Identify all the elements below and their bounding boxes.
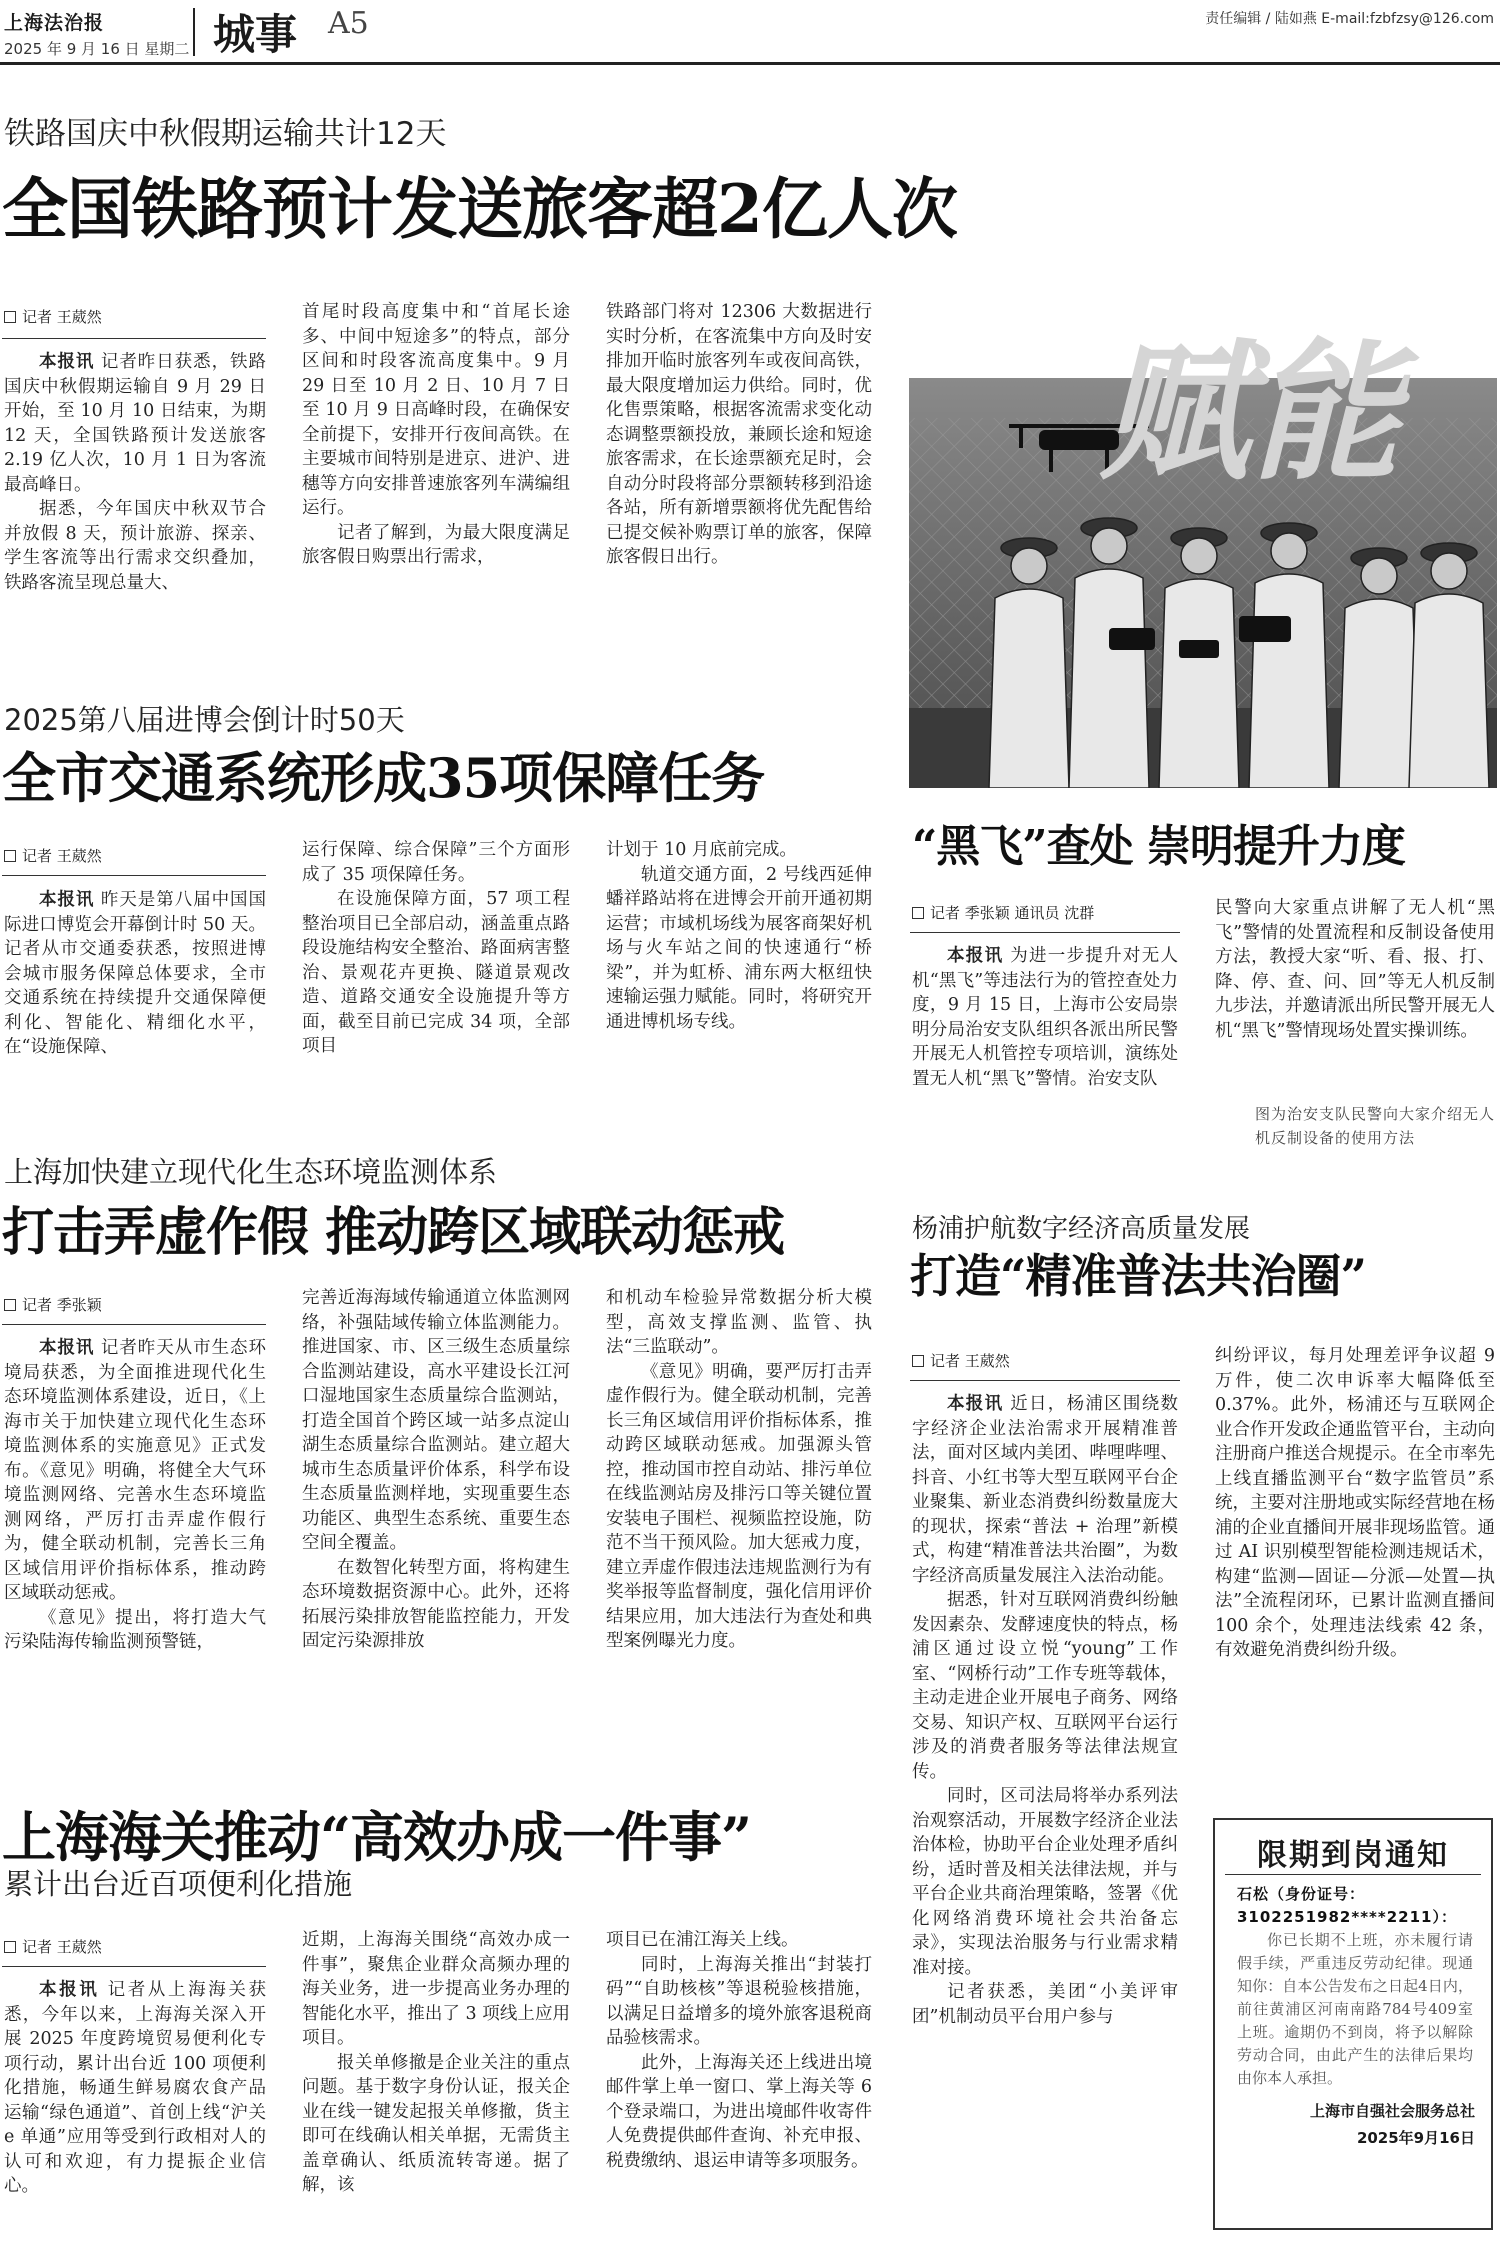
editor-credit: 责任编辑 / 陆如燕 E-mail:fzbfzsy@126.com <box>1205 11 1494 27</box>
calligraphy-title: 赋能 <box>1100 325 1401 501</box>
notice-text: 你已长期不上班，亦未履行请假手续，严重违反劳动纪律。现通知你：自本公告发布之日起4日内，前往黄浦区河南南路784号409室上班。逾期仍不到岗，将予以解除劳动合同，由此产生的法律后果均由你本人承担。 <box>1237 1931 1473 2087</box>
issue-date: 2025 年 9 月 16 日 星期二 <box>4 40 190 58</box>
story5-column-1: 本报讯 为进一步提升对无人机“黑飞”等违法行为的管控查处力度，9 月 15 日，上海市公安局崇明分局治安支队组织各派出所民警开展无人机管控专项培训，演练处置无人机“黑飞”警情。治安支队 <box>912 946 1178 1089</box>
photo-caption: 图为治安支队民警向大家介绍无人机反制设备的使用方法 <box>1255 1105 1495 1147</box>
story4-column-1: 本报讯 记者从上海海关获悉，今年以来，上海海关深入开展 2025 年度跨境贸易便利化专项行动，累计出台近 100 项便利化措施，畅通生鲜易腐农食产品运输“绿色通道”、首创上线“沪关 e 单通”应用等受到行政相对人的认可和欢迎，有力提振企业信心。 <box>4 1980 266 2196</box>
story3-kicker: 上海加快建立现代化生态环境监测体系 <box>4 1155 498 1189</box>
byline-square-icon <box>4 850 16 862</box>
notice-box <box>1213 1818 1493 2230</box>
story2-column-1: 本报讯 昨天是第八届中国国际进口博览会开幕倒计时 50 天。记者从市交通委获悉，按照进博会城市服务保障总体要求，全市交通系统在持续提升交通保障便利化、智能化、精细化水平，在“设施保障、 <box>4 890 266 1057</box>
byline-rule <box>2 875 266 876</box>
newspaper-logo: 上海法治报 <box>4 12 105 34</box>
story5-headline: “黑飞”查处 崇明提升力度 <box>912 821 1405 872</box>
story2-headline: 全市交通系统形成35项保障任务 <box>2 746 765 810</box>
byline-rule <box>910 1380 1180 1381</box>
story5-byline: 记者 季张颖 通讯员 沈群 <box>912 902 1094 923</box>
section-name: 城事 <box>213 10 298 59</box>
story4-column-3: 项目已在浦江海关上线。 同时，上海海关推出“封装打码”“自助核核”等退税验核措施，以满足日益增多的境外旅客退税商品验核需求。 此外，上海海关还上线进出境邮件掌上单一窗口、掌上海关等 6 个登录端口，为进出境邮件收寄件人免费提供邮件查询、补充申报、税费缴纳、退运申请等多项服务。 <box>606 1930 872 2171</box>
story2-column-2: 运行保障、综合保障”三个方面形成了 35 项保障任务。 在设施保障方面，57 项工程整治项目已全部启动，涵盖重点路段设施结构安全整治、路面病害整治、景观花卉更换、隧道景观改造、道路交通安全设施提升等方面，截至目前已完成 34 项，全部项目 <box>302 840 570 1056</box>
story1-column-1: 本报讯 记者昨日获悉，铁路国庆中秋假期运输自 9 月 29 日开始，至 10 月 10 日结束，为期 12 天，全国铁路预计发送旅客 2.19 亿人次，10 月 1 日为客流最高峰日。 据悉，今年国庆中秋双节合并放假 8 天，预计旅游、探亲、学生客流等出行需求交织叠加，铁路客流呈现总量大、 <box>4 352 266 593</box>
story3-column-1: 本报讯 记者昨天从市生态环境局获悉，为全面推进现代化生态环境监测体系建设，近日，《上海市关于加快建立现代化生态环境监测体系的实施意见》正式发布。《意见》明确，将健全大气环境监测网络、完善水生态环境监测网络，严厉打击弄虚作假行为，健全联动机制，完善长三角区域信用评价指标体系，推动跨区域联动惩戒。 《意见》提出，将打造大气污染陆海传输监测预警链， <box>4 1338 266 1652</box>
story3-column-2: 完善近海海域传输通道立体监测网络，补强陆域传输立体监测能力。推进国家、市、区三级生态质量综合监测站建设，高水平建设长江河口湿地国家生态质量综合监测站，打造全国首个跨区域一站多点淀山湖生态质量综合监测站。建立超大城市生态质量评价体系，科学布设生态质量监测样地，实现重要生态功能区、典型生态系统、重要生态空间全覆盖。 在数智化转型方面，将构建生态环境数据资源中心。此外，还将拓展污染排放智能监控能力，开发固定污染源排放 <box>302 1288 570 1651</box>
byline-rule <box>910 932 1180 933</box>
notice-date: 2025年9月16日 <box>1356 2129 1475 2147</box>
page-number: A5 <box>328 6 369 41</box>
story4-byline: 记者 王葳然 <box>4 1936 102 1957</box>
byline-rule <box>2 338 266 339</box>
story6-byline: 记者 王葳然 <box>912 1350 1010 1371</box>
masthead-rule <box>0 62 1500 65</box>
notice-signer: 上海市自强社会服务总社 <box>1309 2102 1475 2120</box>
notice-recipient: 石松（身份证号：3102251982****2211）： <box>1237 1885 1457 1926</box>
story6-kicker: 杨浦护航数字经济高质量发展 <box>912 1214 1251 1244</box>
story6-column-1: 本报讯 近日，杨浦区围绕数字经济企业法治需求开展精准普法，面对区域内美团、哔哩哔哩、抖音、小红书等大型互联网平台企业聚集、新业态消费纠纷数量庞大的现状，探索“普法 + 治理”新模式，构建“精准普法共治圈”，为数字经济高质量发展注入法治动能。 据悉，针对互联网消费纠纷触发因素杂、发酵速度快的特点，杨浦区通过设立悦“young”工作室、“网桥行动”工作专班等载体，主动走进企业开展电子商务、网络交易、知识产权、互联网平台运行涉及的消费者服务等法律法规宣传。 同时，区司法局将举办系列法治观察活动，开展数字经济企业法治体检，协助平台企业处理矛盾纠纷，适时普及相关法律法规，并与平台企业共商治理策略，签署《优化网络消费环境社会共治备忘录》，实现法治服务与行业需求精准对接。 记者获悉，美团“小美评审团”机制动员平台用户参与 <box>912 1394 1178 2027</box>
story1-headline: 全国铁路预计发送旅客超2亿人次 <box>2 170 957 248</box>
story6-headline: 打造“精准普法共治圈” <box>910 1249 1366 1303</box>
story5-column-2: 民警向大家重点讲解了无人机“黑飞”警情的处置流程和反制设备使用方法，教授大家“听、看、报、打、降、停、查、问、回”等无人机反制九步法，并邀请派出所民警开展无人机“黑飞”警情现场处置实操训练。 <box>1215 898 1495 1041</box>
story1-column-3: 铁路部门将对 12306 大数据进行实时分析，在客流集中方向及时安排加开临时旅客列车或夜间高铁，最大限度增加运力供给。同时，优化售票策略，根据客流需求变化动态调整票额投放，兼顾长途和短途旅客需求，在长途票额充足时，会自动分时段将部分票额转移到沿途各站，所有新增票额将优先配售给已提交候补购票订单的旅客，保障旅客假日出行。 <box>606 302 872 567</box>
byline-square-icon <box>912 907 924 919</box>
byline-square-icon <box>4 311 16 323</box>
story2-byline: 记者 王葳然 <box>4 845 102 866</box>
story1-kicker: 铁路国庆中秋假期运输共计12天 <box>4 116 447 152</box>
byline-rule <box>2 1966 266 1967</box>
masthead-divider <box>193 8 195 56</box>
byline-square-icon <box>4 1299 16 1311</box>
story4-kicker: 累计出台近百项便利化措施 <box>4 1867 353 1901</box>
story4-headline: 上海海关推动“高效办成一件事” <box>2 1805 752 1869</box>
lead-label: 本报讯 <box>39 352 95 372</box>
notice-body <box>1215 1875 1491 2090</box>
byline-rule <box>2 1324 266 1325</box>
notice-title: 限期到岗通知 <box>1257 1838 1449 1873</box>
story6-column-2: 纠纷评议，每月处理差评争议超 9 万件，使二次申诉率大幅降低至 0.37%。此外，杨浦还与互联网企业合作开发政企通监管平台，主动向注册商户推送合规提示。在全市率先上线直播监测平台“数字监管员”系统，主要对注册地或实际经营地在杨浦的企业直播间开展非现场监管。通过 AI 识别模型智能检测违规话术，构建“监测—固证—分派—处置—执法”全流程闭环，已累计监测直播间 100 余个，处理违法线索 42 条，有效避免消费纠纷升级。 <box>1215 1346 1495 1660</box>
story2-column-3: 计划于 10 月底前完成。 轨道交通方面，2 号线西延伸蟠祥路站将在进博会开前开通初期运营；市域机场线为展客商架好机场与火车站之间的快速通行“桥梁”，并为虹桥、浦东两大枢纽快速输运强力赋能。同时，将研究开通进博机场专线。 <box>606 840 872 1032</box>
story4-column-2: 近期，上海海关围绕“高效办成一件事”，聚焦企业群众高频办理的海关业务，进一步提高业务办理的智能化水平，推出了 3 项线上应用项目。 报关单修撤是企业关注的重点问题。基于数字身份认证，报关企业在线一键发起报关单修撤，货主即可在线确认相关单据，无需货主盖章确认、纸质流转寄递。据了解，该 <box>302 1930 570 2195</box>
story1-byline: 记者 王葳然 <box>4 306 102 327</box>
story3-byline: 记者 季张颖 <box>4 1294 102 1315</box>
story3-column-3: 和机动车检验异常数据分析大模型，高效支撑监测、监管、执法“三监联动”。 《意见》明确，要严厉打击弄虚作假行为。健全联动机制，完善长三角区域信用评价指标体系，推动跨区域联动惩戒。加强源头管控，推动国市控自动站、排污单位在线监测站房及排污口等关键位置安装电子围栏、视频监控设施，防范不当干预风险。加大惩戒力度，建立弄虚作假违法违规监测行为有奖举报等监督制度，强化信用评价结果应用，加大违法行为查处和典型案例曝光力度。 <box>606 1288 872 1651</box>
byline-square-icon <box>912 1355 924 1367</box>
byline-square-icon <box>4 1941 16 1953</box>
story3-headline: 打击弄虚作假 推动跨区域联动惩戒 <box>2 1202 785 1263</box>
story1-column-2: 首尾时段高度集中和“首尾长途多、中间中短途多”的特点，部分区间和时段客流高度集中。9 月 29 日至 10 月 2 日、10 月 7 日至 10 月 9 日高峰时段，在确保安全前提下，安排开行夜间高铁。在主要城市间特别是进京、进沪、进穗等方向安排普速旅客列车满编组运行。 记者了解到，为最大限度满足旅客假日购票出行需求， <box>302 302 570 567</box>
story2-kicker: 2025第八届进博会倒计时50天 <box>4 703 405 737</box>
